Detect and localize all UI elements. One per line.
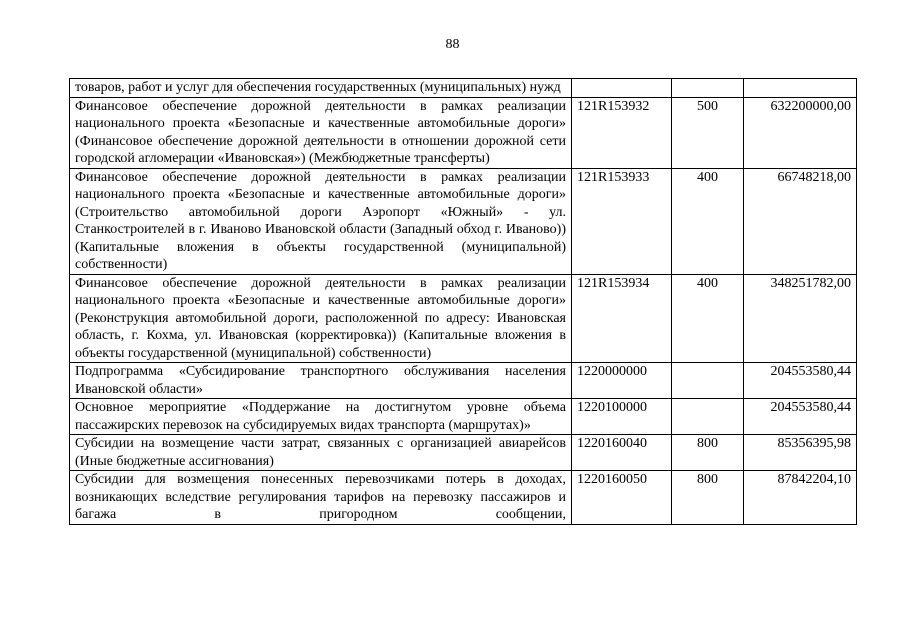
row-code: 1220000000 — [572, 363, 672, 399]
table-row — [70, 274, 857, 363]
row-code: 121R153933 — [572, 168, 672, 274]
row-amount: 66748218,00 — [744, 168, 857, 274]
row-description: товаров, работ и услуг для обеспечения государственных (муниципальных) нужд — [70, 79, 572, 98]
table-row — [70, 363, 857, 399]
row-expense-type — [672, 363, 744, 399]
row-description: Финансовое обеспечение дорожной деятельности в рамках реализации национального проекта «Безопасные и качественные автомобильные дороги» (Реконструкция автомобильной дороги, расположенной по адресу: Ивановская область, г. Кохма, ул. Ивановская (корректировка)) (Капитальные вложения в объекты государственной (муниципальной) собственности) — [70, 274, 572, 363]
row-amount: 348251782,00 — [744, 274, 857, 363]
budget-table — [69, 78, 857, 525]
row-code — [572, 79, 672, 98]
row-code: 1220160040 — [572, 435, 672, 471]
row-amount: 204553580,44 — [744, 399, 857, 435]
table-row — [70, 97, 857, 168]
table-row — [70, 471, 857, 525]
row-code: 121R153932 — [572, 97, 672, 168]
table-row — [70, 435, 857, 471]
row-code: 1220160050 — [572, 471, 672, 525]
row-expense-type: 400 — [672, 168, 744, 274]
row-description: Финансовое обеспечение дорожной деятельности в рамках реализации национального проекта «Безопасные и качественные автомобильные дороги» (Финансовое обеспечение дорожной деятельности в отношении дорожной сети городской агломерации «Ивановская») (Межбюджетные трансферты) — [70, 97, 572, 168]
row-expense-type: 800 — [672, 471, 744, 525]
row-amount: 204553580,44 — [744, 363, 857, 399]
row-code: 121R153934 — [572, 274, 672, 363]
row-expense-type — [672, 399, 744, 435]
row-expense-type: 500 — [672, 97, 744, 168]
row-amount — [744, 79, 857, 98]
table-row — [70, 79, 857, 98]
row-amount: 85356395,98 — [744, 435, 857, 471]
row-description: Субсидии на возмещение части затрат, связанных с организацией авиарейсов (Иные бюджетные ассигнования) — [70, 435, 572, 471]
row-amount: 87842204,10 — [744, 471, 857, 525]
page-number: 88 — [445, 37, 460, 52]
row-code: 1220100000 — [572, 399, 672, 435]
row-expense-type: 400 — [672, 274, 744, 363]
row-expense-type — [672, 79, 744, 98]
row-description: Субсидии для возмещения понесенных перевозчиками потерь в доходах, возникающих вследствие регулирования тарифов на перевозку пассажиров и багажа в пригородном сообщении, — [70, 471, 572, 525]
row-description: Подпрограмма «Субсидирование транспортного обслуживания населения Ивановской области» — [70, 363, 572, 399]
row-amount: 632200000,00 — [744, 97, 857, 168]
table-row — [70, 399, 857, 435]
row-description: Основное мероприятие «Поддержание на достигнутом уровне объема пассажирских перевозок на субсидируемых видах транспорта (маршрутах)» — [70, 399, 572, 435]
table-row — [70, 168, 857, 274]
row-expense-type: 800 — [672, 435, 744, 471]
row-description: Финансовое обеспечение дорожной деятельности в рамках реализации национального проекта «Безопасные и качественные автомобильные дороги» (Строительство автомобильной дороги Аэропорт «Южный» - ул. Станкостроителей в г. Иваново Ивановской области (Западный обход г. Иваново)) (Капитальные вложения в объекты государственной (муниципальной) собственности) — [70, 168, 572, 274]
